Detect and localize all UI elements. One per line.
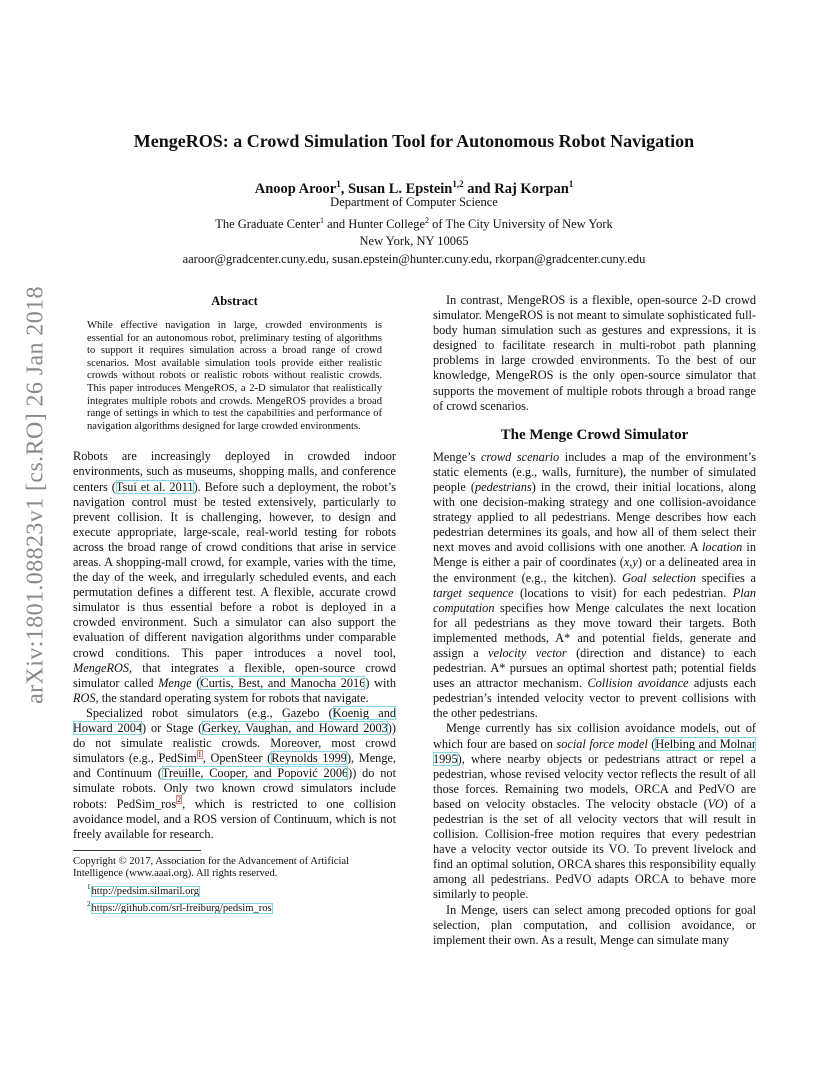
- author-affil-mark: 1,2: [452, 179, 464, 189]
- citation-link[interactable]: Helbing and Molnar 1995: [433, 736, 756, 766]
- author-affil-mark: 1: [568, 179, 574, 189]
- city: New York, NY 10065: [359, 234, 469, 249]
- left-column: [73, 293, 396, 916]
- institution: The Graduate Center$^1$ and Hunter College$^2$ of The City University of New York: [215, 215, 613, 231]
- copyright-notice: Copyright © 2017, Association for the Advancement of Artificial Intelligence (www.aaai.org). All rights reserved.: [73, 850, 396, 881]
- author-name: Raj Korpan: [494, 180, 569, 197]
- right-column: [433, 293, 756, 948]
- arxiv-identifier: arXiv:1801.08823v1 [cs.RO] 26 Jan 2018: [22, 286, 49, 704]
- author-conjunction: and: [463, 180, 495, 197]
- paper-title: MengeROS: a Crowd Simulation Tool for Autonomous Robot Navigation: [133, 131, 695, 151]
- intro-paragraph: Robots are increasingly deployed in crowded indoor environments, such as museums, shopping malls, and conference centers (Tsui et al. 2011). Before such a deployment, the robot’s navigation control must be tested extensively, particularly to prevent collision. It is challenging, however, to design and execute appropriate, large-scale, real-world testing for robots across the broad range of crowd conditions that arise in service areas. A shopping-mall crowd, for example, varies with the time, the day of the week, and irregularly scheduled events, and each permutation defines a different test. A flexible, accurate crowd simulator is thus essential before a robot is deployed in a crowded environment. Such a simulator can also support the evaluation of different navigation algorithms under comparable crowd conditions. This paper introduces a novel tool, MengeROS, that integrates a flexible, open-source crowd simulator called Menge (Curtis, Best, and Manocha 2016) with ROS, the standard operating system for robots that navigate.: [73, 449, 396, 705]
- intro-paragraph: Specialized robot simulators (e.g., Gazebo (Koenig and Howard 2004) or Stage (Gerkey, Vaughan, and Howard 2003)) do not simulate realistic crowds. Moreover, most crowd simulators (e.g., PedSim$^1$, OpenSteer (Reynolds 1999), Menge, and Continuum (Treuille, Cooper, and Popović 2006)) do not simulate robots. Only two known crowd simulators include robots: PedSim_ros$^2$, which is restricted to one collision avoidance model, and a ROS version of Continuum, which is not freely available for research.: [73, 705, 397, 841]
- author-name: Anoop Aroor: [254, 180, 337, 197]
- author-name: Susan L. Epstein: [347, 180, 453, 197]
- abstract-heading: Abstract: [211, 294, 258, 308]
- section-heading: The Menge Crowd Simulator: [500, 426, 689, 443]
- citation-link[interactable]: Tsui et al. 2011: [115, 479, 194, 494]
- affiliation-block: [60, 194, 768, 268]
- abstract-text: While effective navigation in large, crowded environments is essential for an autonomous robot, preliminary testing of algorithms to support it requires simulation across a broad range of crowd scenarios. Most available simulation tools provide either realistic crowds without robots or realistic robots without realistic crowds. This paper introduces MengeROS, a 2-D simulator that realistically integrates multiple robots and crowds. MengeROS provides a broad range of settings in which to test the capabilities and performance of navigation algorithms designed for large crowded environments.: [87, 320, 382, 432]
- body-paragraph: In Menge, users can select among precoded options for goal selection, plan computation, and collision avoidance, or implement their own. As a result, Menge can simulate many: [433, 902, 756, 947]
- footnote-ref[interactable]: 1: [197, 750, 202, 760]
- footnote-item: $^2$https://github.com/srl-freiburg/pedsim_ros: [87, 900, 272, 914]
- body-paragraph: Menge’s crowd scenario includes a map of the environment’s static elements (e.g., walls, furniture), the number of simulated people (pedestrians) in the crowd, their initial locations, along with one decision-making strategy and one collision-avoidance strategy applied to all pedestrians. Menge describes how each pedestrian determines its goals, and how all of them select their next moves and avoid collisions with one another. A location in Menge is either a pair of coordinates (x,y) or a delineated area in the environment (e.g., the kitchen). Goal selection specifies a target sequence (locations to visit) for each pedestrian. Plan computation specifies how Menge calculates the next location for all pedestrians as they move toward their targets. Both implemented methods, A* and potential fields, generate and assign a velocity vector (direction and distance) to each pedestrian. A* pursues an optimal shortest path; potential fields uses an attractor mechanism. Collision avoidance adjusts each pedestrian’s intended velocity vector to prevent collisions with the other pedestrians.: [433, 449, 756, 721]
- department: Department of Computer Science: [330, 195, 498, 209]
- emails: aaroor@gradcenter.cuny.edu, susan.epstein@hunter.cuny.edu, rkorpan@gradcenter.cuny.edu: [182, 251, 646, 266]
- author-list: Anoop Aroor$^1$, Susan L. Epstein$^{1,2}$ and Raj Korpan$^1$: [254, 179, 574, 197]
- author-affil-mark: 1: [336, 179, 341, 189]
- citation-link[interactable]: Curtis, Best, and Manocha 2016: [200, 675, 366, 690]
- footnote-item: $^1$http://pedsim.silmaril.org: [87, 882, 200, 897]
- footnote-ref[interactable]: 2: [177, 795, 182, 805]
- citation-link[interactable]: Gerkey, Vaughan, and Howard 2003: [202, 721, 388, 736]
- arxiv-stamp: [21, 286, 51, 704]
- intro-paragraph: In contrast, MengeROS is a flexible, open-source 2-D crowd simulator. MengeROS is not meant to simulate sophisticated full-body human simulation such as gestures and expressions, it is designed to facilitate research in multi-robot path planning problems in large crowded environments. To the best of our knowledge, MengeROS is the only open-source simulator that supports the movement of multiple robots through a broad range of crowd scenarios.: [433, 293, 756, 413]
- citation-link[interactable]: Koenig and Howard 2004: [73, 705, 397, 736]
- body-paragraph: Menge currently has six collision avoidance models, out of which four are based on social force model (Helbing and Molnar 1995), where nearby objects or pedestrians attract or repel a pedestrian, whose revised velocity vector reflects the result of all those forces. Remaining two models, ORCA and PedVO are based on velocity obstacles. The velocity obstacle (VO) of a pedestrian is the set of all velocity vectors that will result in collision. Collision-free motion requires that every pedestrian have a velocity vector outside its VO. To prevent livelock and find an optimal solution, ORCA shares this responsibility equally among all pedestrians. PedVO adapts ORCA to behave more similarly to people.: [433, 721, 756, 902]
- citation-link[interactable]: Reynolds 1999: [271, 751, 347, 766]
- citation-link[interactable]: Treuille, Cooper, and Popović 2006: [161, 766, 349, 781]
- footnote-url-link[interactable]: http://pedsim.silmaril.org: [91, 885, 200, 897]
- footnote-url-link[interactable]: https://github.com/srl-freiburg/pedsim_ros: [91, 902, 272, 914]
